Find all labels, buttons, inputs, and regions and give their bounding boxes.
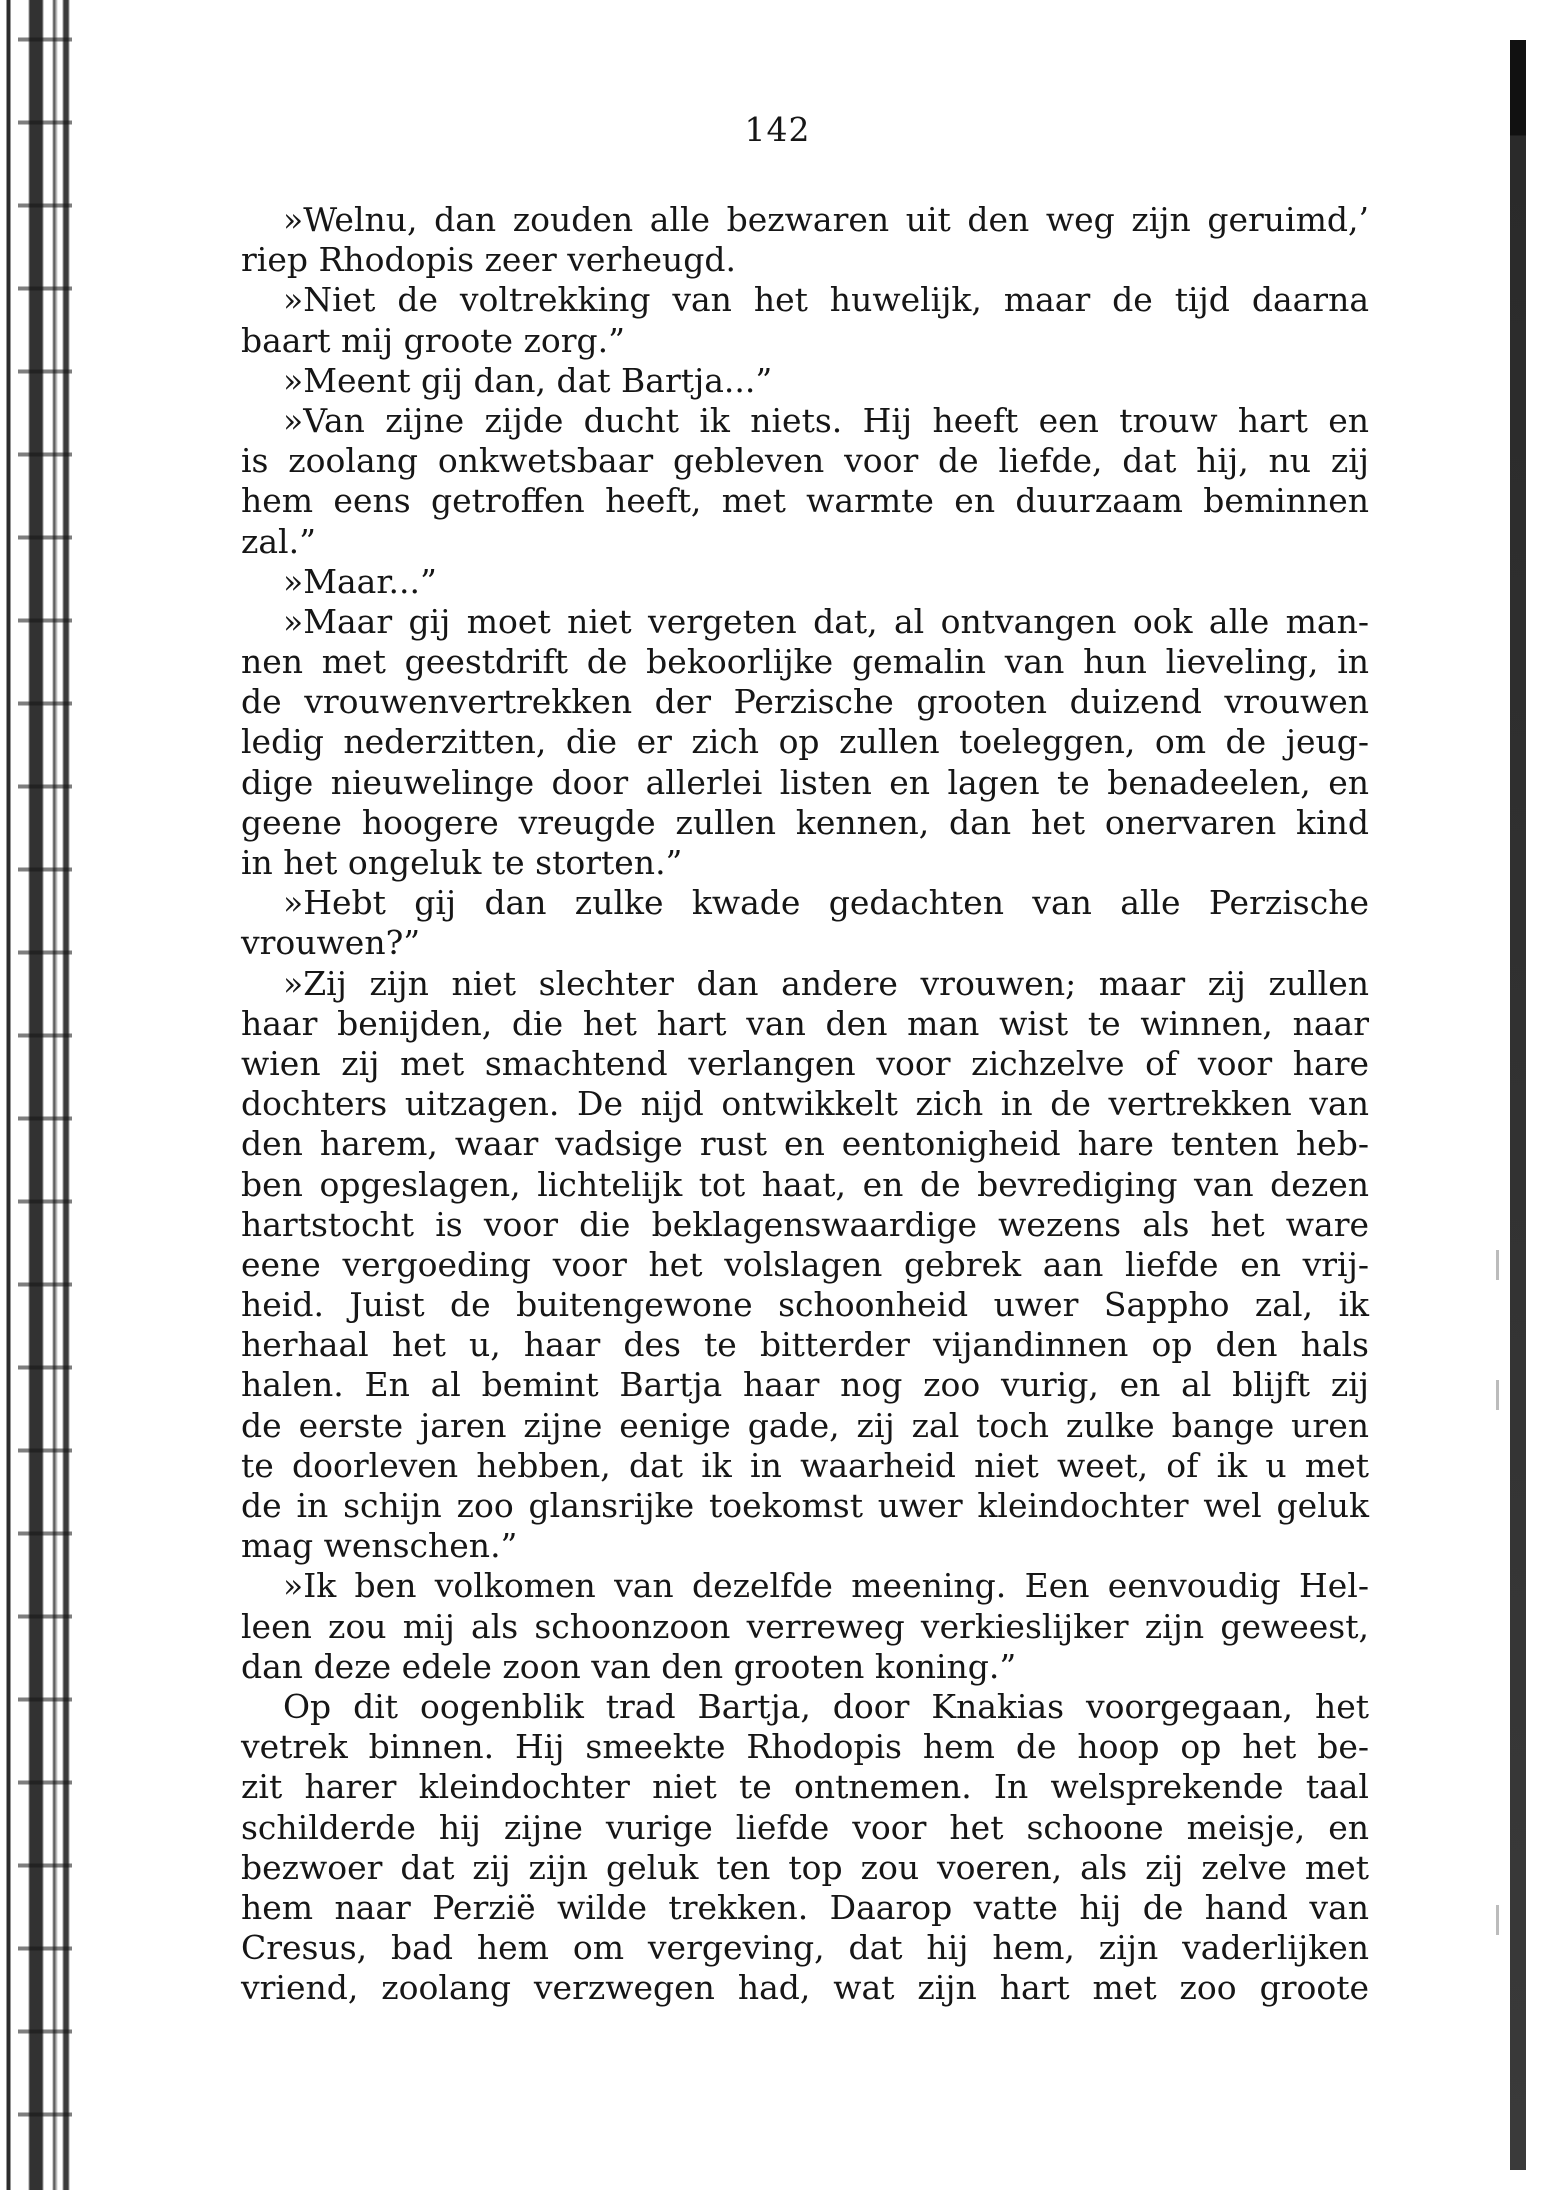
scan-speck <box>1496 1905 1499 1935</box>
text-line: hem eens getroffen heeft, met warmte en duurzaam beminnen <box>241 481 1369 521</box>
text-line: hem naar Perzië wilde trekken. Daarop vatte hij de hand van <box>241 1887 1369 1927</box>
text-line: eene vergoeding voor het volslagen gebrek aan liefde en vrij- <box>241 1244 1369 1284</box>
text-line: geene hoogere vreugde zullen kennen, dan het onervaren kind <box>241 802 1369 842</box>
text-line: »Niet de voltrekking van het huwelijk, maar de tijd daarna <box>283 280 1369 320</box>
text-line: hartstocht is voor die beklagenswaardige wezens als het ware <box>241 1204 1369 1244</box>
text-line: in het ongeluk te storten.” <box>241 843 683 882</box>
text-line: vrouwen?” <box>241 923 421 963</box>
text-line: »Hebt gij dan zulke kwade gedachten van alle Perzische <box>283 883 1369 923</box>
text-line: Cresus, bad hem om vergeving, dat hij hem, zijn vaderlijken <box>241 1928 1369 1968</box>
scan-right-edge <box>1510 40 1526 2170</box>
text-line: vetrek binnen. Hij smeekte Rhodopis hem de hoop op het be- <box>241 1727 1369 1767</box>
text-line: Op dit oogenblik trad Bartja, door Knakias voorgegaan, het <box>283 1686 1369 1726</box>
text-line: heid. Juist de buitengewone schoonheid uwer Sappho zal, ik <box>241 1285 1369 1325</box>
text-line: dochters uitzagen. De nijd ontwikkelt zich in de vertrekken van <box>241 1084 1369 1124</box>
text-line: nen met geestdrift de bekoorlijke gemalin van hun lieveling, in <box>241 642 1369 682</box>
text-line: de in schijn zoo glansrijke toekomst uwer kleindochter wel geluk <box>241 1486 1369 1525</box>
text-line: de eerste jaren zijne eenige gade, zij zal toch zulke bange uren <box>241 1405 1369 1445</box>
text-line: dan deze edele zoon van den grooten koning.” <box>241 1646 1017 1686</box>
text-line: wien zij met smachtend verlangen voor zichzelve of voor hare <box>241 1043 1369 1083</box>
text-line: dige nieuwelinge door allerlei listen en lagen te benadeelen, en <box>241 762 1369 802</box>
text-line: ben opgeslagen, lichtelijk tot haat, en de bevrediging van dezen <box>241 1164 1369 1204</box>
text-line: halen. En al bemint Bartja haar nog zoo vurig, en al blijft zij <box>241 1365 1369 1405</box>
text-line: »Zij zijn niet slechter dan andere vrouwen; maar zij zullen <box>283 963 1369 1003</box>
text-line: zal.” <box>241 521 316 561</box>
text-line: te doorleven hebben, dat ik in waarheid niet weet, of ik u met <box>241 1445 1369 1485</box>
text-line: leen zou mij als schoonzoon verreweg verkieslijker zijn geweest, <box>241 1606 1369 1646</box>
scan-speck <box>1496 1380 1499 1410</box>
text-line: de vrouwenvertrekken der Perzische grooten duizend vrouwen <box>241 682 1369 722</box>
text-line: herhaal het u, haar des te bitterder vijandinnen op den hals <box>241 1325 1369 1365</box>
text-line: riep Rhodopis zeer verheugd. <box>241 240 736 280</box>
page-number: 142 <box>744 110 811 149</box>
text-line: baart mij groote zorg.” <box>241 320 625 360</box>
text-line: »Welnu, dan zouden alle bezwaren uit den weg zijn geruimd,’ <box>283 200 1369 239</box>
text-line: vriend, zoolang verzwegen had, wat zijn hart met zoo groote <box>241 1968 1369 2008</box>
text-line: den harem, waar vadsige rust en eentonigheid hare tenten heb- <box>241 1124 1369 1164</box>
scan-binding-marks <box>18 0 72 2190</box>
text-line: zit harer kleindochter niet te ontnemen. In welsprekende taal <box>241 1767 1369 1807</box>
scan-speck <box>1496 1250 1499 1280</box>
text-line: is zoolang onkwetsbaar gebleven voor de liefde, dat hij, nu zij <box>241 441 1369 481</box>
text-line: »Maar gij moet niet vergeten dat, al ontvangen ook alle man- <box>283 601 1369 641</box>
text-line: »Meent gij dan, dat Bartja...” <box>283 360 773 400</box>
text-line: schilderde hij zijne vurige liefde voor het schoone meisje, en <box>241 1807 1369 1847</box>
text-line: haar benijden, die het hart van den man wist te winnen, naar <box>241 1003 1369 1043</box>
text-line: »Maar...” <box>283 561 437 601</box>
text-line: »Van zijne zijde ducht ik niets. Hij heeft een trouw hart en <box>283 400 1369 440</box>
body-text <box>241 200 1369 2008</box>
text-line: ledig nederzitten, die er zich op zullen toeleggen, om de jeug- <box>241 722 1369 762</box>
text-line: bezwoer dat zij zijn geluk ten top zou voeren, als zij zelve met <box>241 1847 1369 1887</box>
text-line: »Ik ben volkomen van dezelfde meening. Een eenvoudig Hel- <box>283 1566 1369 1606</box>
text-line: mag wenschen.” <box>241 1526 518 1566</box>
